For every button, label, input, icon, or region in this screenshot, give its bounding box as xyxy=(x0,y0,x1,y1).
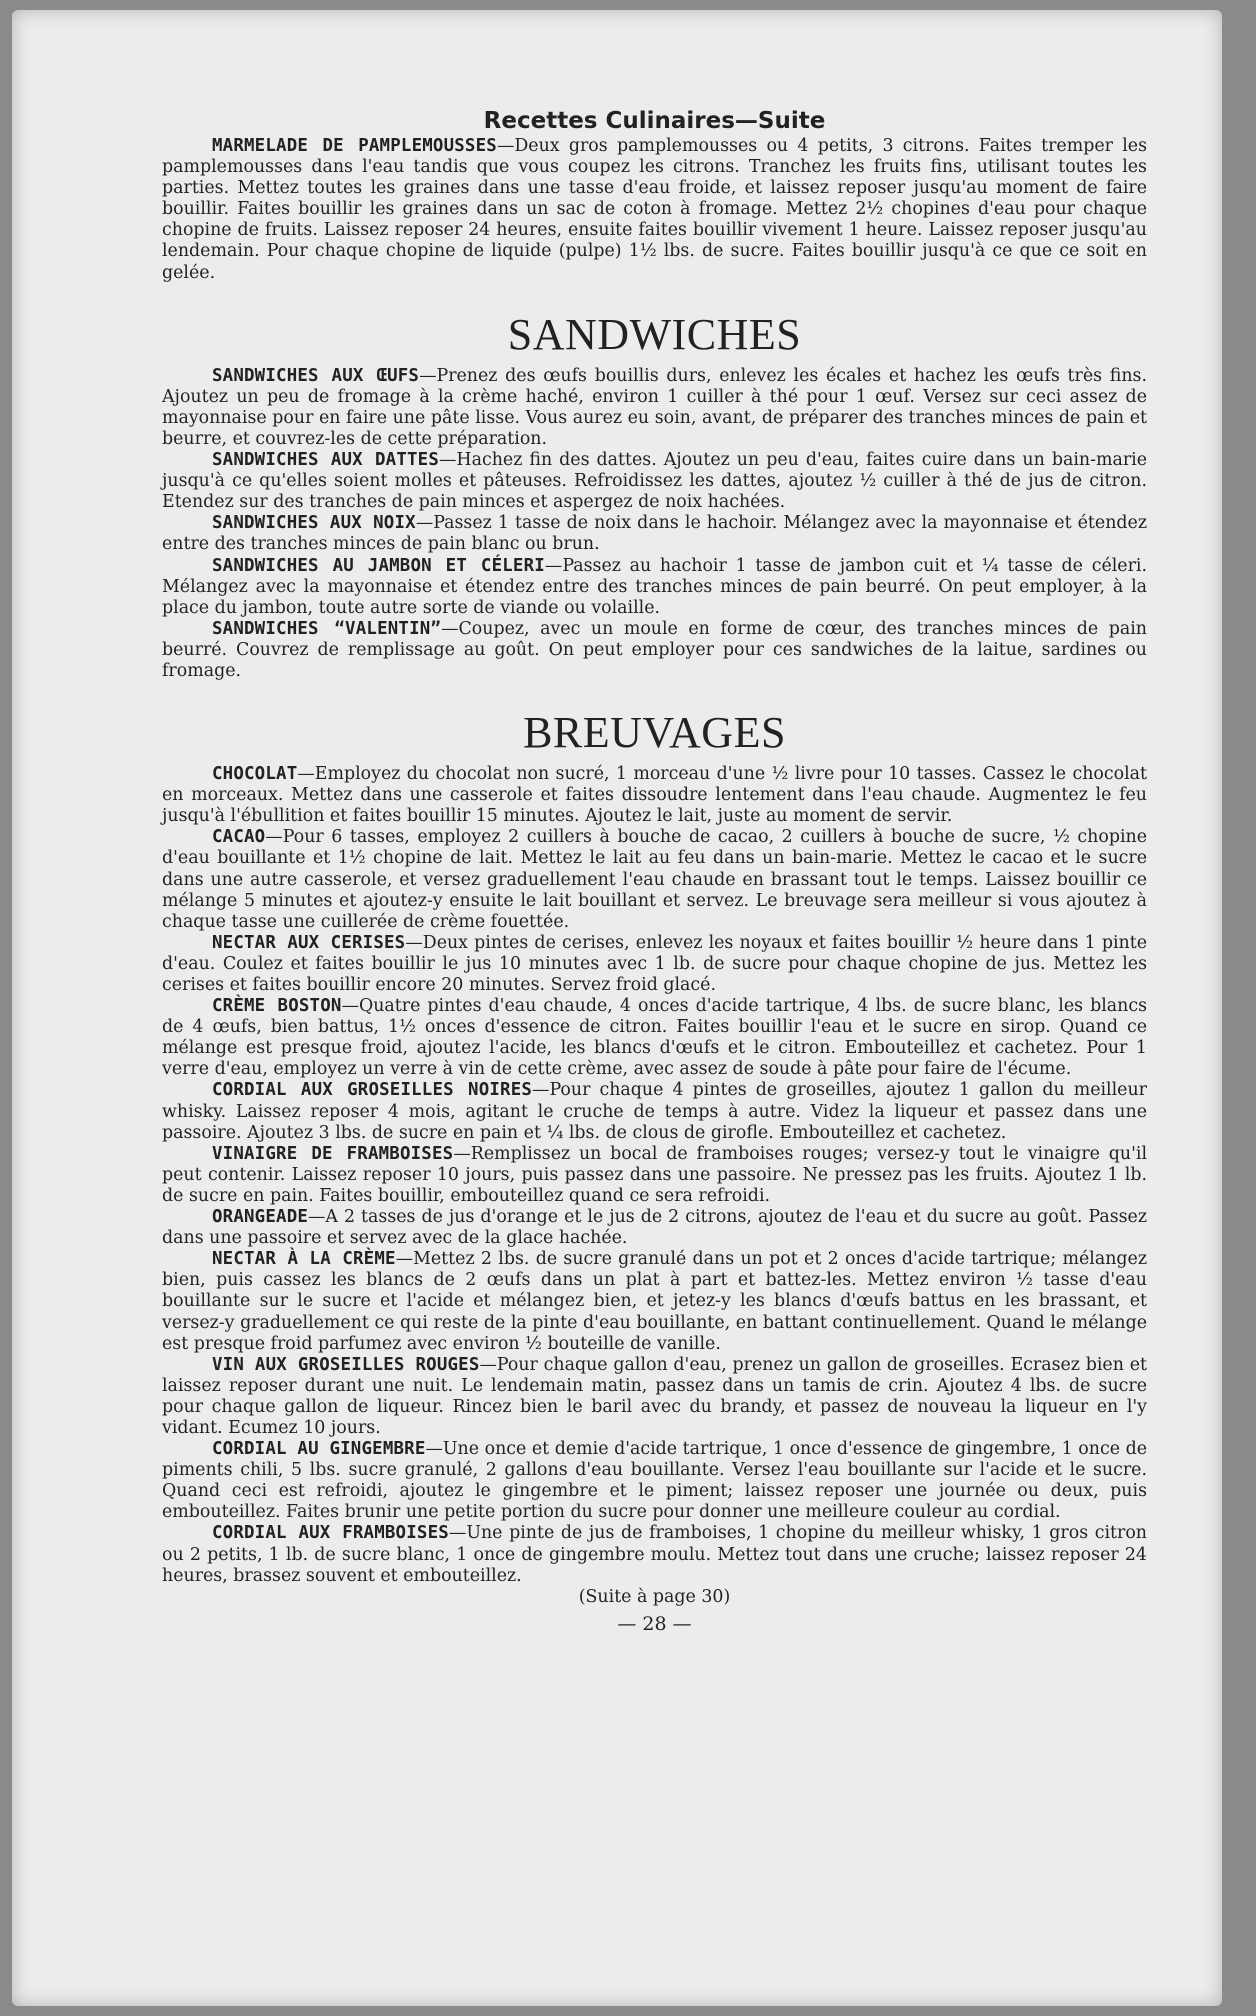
recipe-paragraph xyxy=(162,933,1147,996)
recipe-name: SANDWICHES AUX DATTES xyxy=(212,450,440,471)
recipe-text: —Employez du chocolat non sucré, 1 morceau d'une ½ livre pour 10 tasses. Cassez le chocolat en morceaux. Mettez dans une casserole et faites dissoudre lentement dans l'eau chaude. Augmentez le feu jusqu'à l'ébullition et faites bouillir 15 minutes. Ajoutez le lait, juste au moment de servir. xyxy=(162,764,1147,827)
recipe-text: —Passez 1 tasse de noix dans le hachoir. Mélangez avec la mayonnaise et étendez entre des tranches minces de pain blanc ou brun. xyxy=(162,513,1147,555)
recipe-name: CORDIAL AU GINGEMBRE xyxy=(212,1439,426,1460)
recipe-name: SANDWICHES AUX ŒUFS xyxy=(212,365,420,386)
recipe-text: —Deux gros pamplemousses ou 4 petits, 3 citrons. Faites tremper les pamplemousses dans l'eau tandis que vous coupez les citrons. Tranchez les fruits fins, utilisant toutes les parties. Mettez toutes les graines dans une tasse d'eau froide, et laissez reposer jusqu'au moment de faire bouillir. Faites bouillir les graines dans un sac de coton à fromage. Mettez 2½ chopines d'eau pour chaque chopine de fruits. Laissez reposer 24 heures, ensuite faites bouillir vivement 1 heure. Laissez reposer jusqu'au lendemain. Pour chaque chopine de liquide (pulpe) 1½ lbs. de sucre. Faites bouillir jusqu'à ce que ce soit en gelée. xyxy=(162,136,1147,283)
recipe-paragraph xyxy=(162,764,1147,827)
recipe-text: —Pour 6 tasses, employez 2 cuillers à bouche de cacao, 2 cuillers à bouche de sucre, ½ chopine d'eau bouillante et 1½ chopine de lait. Mettez le lait au feu dans un bain-marie. Mettez le cacao et le sucre dans une autre casserole, et versez graduellement l'eau chaude en brassant tout le temps. Laissez bouillir ce mélange 5 minutes et ajoutez-y ensuite le lait bouillant et servez. Le breuvage sera meilleur si vous ajoutez à chaque tasse une cuillerée de crème fouettée. xyxy=(162,827,1147,932)
recipe-paragraph xyxy=(162,827,1147,932)
recipe-paragraph xyxy=(162,1207,1147,1249)
recipe-name: SANDWICHES AUX NOIX xyxy=(212,513,416,534)
recipe-paragraph xyxy=(162,1144,1147,1207)
recipe-paragraph xyxy=(162,556,1147,619)
recipe-text: —Mettez 2 lbs. de sucre granulé dans un pot et 2 onces d'acide tartrique; mélangez bien, puis cassez les blancs de 2 œufs dans un plat à part et battez-les. Mettez environ ½ tasse d'eau bouillante sur le sucre et l'acide et mélangez bien, et jetez-y les blancs d'œufs battus en les brassant, et versez-y graduellement ce qui reste de la pinte d'eau bouillante, en battant continuellement. Quand le mélange est presque froid parfumez avec environ ½ bouteille de vanille. xyxy=(162,1249,1147,1354)
recipe-text: —Prenez des œufs bouillis durs, enlevez les écales et hachez les œufs très fins. Ajoutez un peu de fromage à la crème haché, environ 1 cuiller à thé pour 1 œuf. Versez sur ceci assez de mayonnaise pour en faire une pâte lisse. Vous aurez eu soin, avant, de préparer des tranches minces de pain et beurre, et couvrez-les de cette préparation. xyxy=(162,365,1148,449)
recipe-paragraph xyxy=(162,1080,1147,1143)
recipe-text: —Une pinte de jus de framboises, 1 chopine du meilleur whisky, 1 gros citron ou 2 petits, 1 lb. de sucre blanc, 1 once de gingembre moulu. Mettez tout dans une cruche; laissez reposer 24 heures, brassez souvent et embouteillez. xyxy=(162,1523,1148,1586)
recipe-name: CHOCOLAT xyxy=(212,764,298,785)
recipe-name: SANDWICHES “VALENTIN” xyxy=(212,618,442,639)
recipe-name: CORDIAL AUX FRAMBOISES xyxy=(212,1523,449,1544)
recipe-paragraph xyxy=(162,1249,1147,1354)
recipe-paragraph xyxy=(162,996,1147,1080)
recipe-text: —Deux pintes de cerises, enlevez les noyaux et faites bouillir ½ heure dans 1 pinte d'eau. Coulez et faites bouillir le jus 10 minutes avec 1 lb. de sucre pour chaque chopine de jus. Mettez les cerises et faites bouillir encore 20 minutes. Servez froid glacé. xyxy=(162,932,1148,995)
recipe-text: —Coupez, avec un moule en forme de cœur, des tranches minces de pain beurré. Couvrez de remplissage au goût. On peut employer pour ces sandwiches de la laitue, sardines ou fromage. xyxy=(162,618,1147,681)
recipe-paragraph xyxy=(162,1523,1147,1586)
document-page xyxy=(12,10,1222,2006)
page-number: — 28 — xyxy=(617,1612,692,1635)
recipe-name: VINAIGRE DE FRAMBOISES xyxy=(212,1143,454,1164)
recipe-name: CACAO xyxy=(212,827,266,848)
recipe-text: —Quatre pintes d'eau chaude, 4 onces d'acide tartrique, 4 lbs. de sucre blanc, les blancs de 4 œufs, bien battus, 1½ onces d'essence de citron. Faites bouillir l'eau et le sucre en sirop. Quand ce mélange est presque froid, ajoutez l'acide, les blancs d'œufs et le citron. Embouteillez et cachetez. Pour 1 verre d'eau, employez un verre à vin de cette crème, avec assez de soude à pâte pour faire de l'écume. xyxy=(162,996,1147,1080)
recipe-paragraph xyxy=(162,366,1147,450)
recipe-paragraph xyxy=(162,136,1147,284)
continued-note: (Suite à page 30) xyxy=(578,1586,731,1607)
recipe-name: MARMELADE DE PAMPLEMOUSSES xyxy=(212,136,497,156)
recipe-name: CORDIAL AUX GROSEILLES NOIRES xyxy=(212,1080,533,1101)
recipe-text: —Passez au hachoir 1 tasse de jambon cuit et ¼ tasse de céleri. Mélangez avec la mayonnaise et étendez entre des tranches minces de pain beurré. On peut employer, à la place du jambon, toute autre sorte de viande ou volaille. xyxy=(162,555,1147,618)
recipe-text: —A 2 tasses de jus d'orange et le jus de 2 citrons, ajoutez de l'eau et du sucre au goût. Passez dans une passoire et servez avec de la glace hachée. xyxy=(162,1207,1147,1249)
recipe-paragraph xyxy=(162,619,1147,682)
recipe-text: —Une once et demie d'acide tartrique, 1 once d'essence de gingembre, 1 once de piments chili, 5 lbs. sucre granulé, 2 gallons d'eau bouillante. Versez l'eau bouillante sur l'acide et le sucre. Quand ceci est refroidi, ajoutez le gingembre et le piment; laissez reposer une journée ou deux, puis embouteillez. Faites brunir une petite portion du sucre pour donner une meilleure couleur au cordial. xyxy=(162,1439,1147,1523)
recipe-paragraph xyxy=(162,1439,1147,1523)
recipe-paragraph xyxy=(162,450,1147,513)
recipe-text: —Hachez fin des dattes. Ajoutez un peu d'eau, faites cuire dans un bain-marie jusqu'à ce qu'elles soient molles et pâteuses. Refroidissez les dattes, ajoutez ½ cuiller à thé de jus de citron. Etendez sur des tranches de pain minces et aspergez de noix hachées. xyxy=(162,450,1147,513)
recipe-name: SANDWICHES AU JAMBON ET CÉLERI xyxy=(212,555,545,576)
recipe-name: VIN AUX GROSEILLES ROUGES xyxy=(212,1354,480,1375)
section-heading-sandwiches: SANDWICHES xyxy=(507,309,802,359)
page-title: Recettes Culinaires—Suite xyxy=(483,108,826,134)
recipe-name: ORANGEADE xyxy=(212,1207,309,1228)
page-content xyxy=(162,106,1147,1635)
recipe-text: —Pour chaque 4 pintes de groseilles, ajoutez 1 gallon du meilleur whisky. Laissez reposer 4 mois, agitant le cruche de temps à autre. Videz la liqueur et passez dans une passoire. Ajoutez 3 lbs. de sucre en pain et ¼ lbs. de clous de girofle. Embouteillez et cachetez. xyxy=(162,1080,1147,1143)
recipe-text: —Remplissez un bocal de framboises rouges; versez-y tout le vinaigre qu'il peut contenir. Laissez reposer 10 jours, puis passez dans une passoire. Ne pressez pas les fruits. Ajoutez 1 lb. de sucre en pain. Faites bouillir, embouteillez quand ce sera refroidi. xyxy=(162,1143,1148,1206)
recipe-name: NECTAR AUX CERISES xyxy=(212,932,406,953)
recipe-text: —Pour chaque gallon d'eau, prenez un gallon de groseilles. Ecrasez bien et laissez reposer durant une nuit. Le lendemain matin, passez dans un tamis de crin. Ajoutez 4 lbs. de sucre pour chaque gallon de liqueur. Rincez bien le baril avec du brandy, et passez de nouveau la liqueur en l'y vidant. Ecumez 10 jours. xyxy=(162,1354,1147,1438)
recipe-name: NECTAR À LA CRÈME xyxy=(212,1249,396,1270)
recipe-paragraph xyxy=(162,513,1147,555)
recipe-name: CRÈME BOSTON xyxy=(212,996,342,1017)
recipe-paragraph xyxy=(162,1355,1147,1439)
section-heading-breuvages: BREUVAGES xyxy=(523,708,786,758)
